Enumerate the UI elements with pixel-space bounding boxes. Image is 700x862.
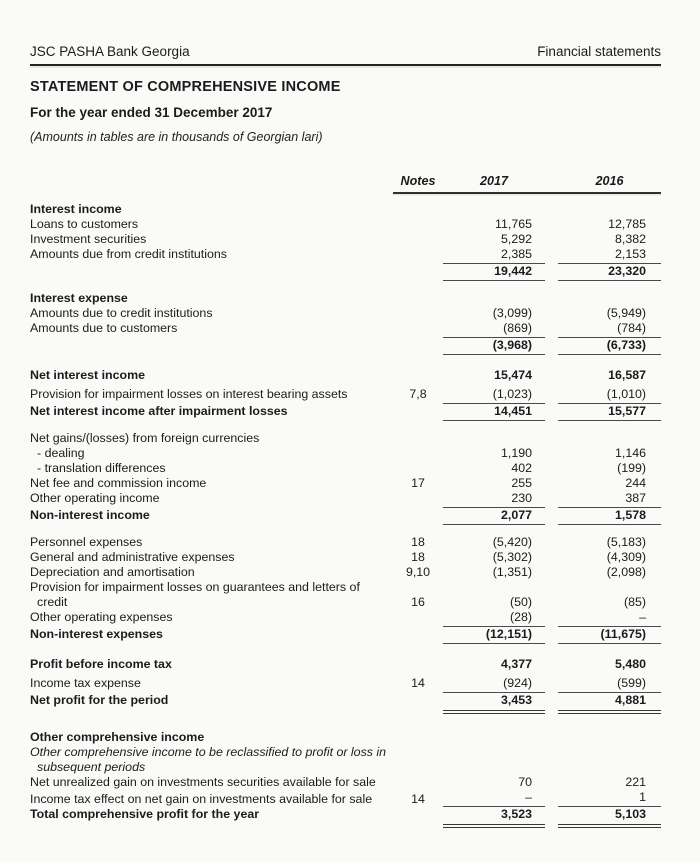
column-header-2017: 2017 [479,174,509,188]
row-label: Interest income [30,202,122,216]
value-2016: 8,382 [614,232,646,246]
row-label: Provision for impairment losses on interest bearing assets [30,387,348,401]
table-row [30,535,661,550]
row-label: Total comprehensive profit for the year [30,807,260,821]
row-label: Net unrealized gain on investments securities available for sale [30,775,376,789]
value-2017: 402 [511,461,532,475]
value-2016: 2,153 [558,247,661,264]
table-row [30,775,661,790]
table-row [30,368,661,383]
value-2017: 2,077 [443,508,545,525]
row-label: Depreciation and amortisation [30,565,195,579]
value-2017: 11,765 [495,217,532,231]
value-2016: (11,675) [558,627,661,644]
value-2016: (4,309) [606,550,646,564]
table-row [30,807,661,828]
table-row [30,404,661,421]
row-label: Amounts due to customers [30,321,178,335]
row-label: Interest expense [30,291,128,305]
table-row [30,627,661,644]
column-header-notes: Notes [400,174,436,188]
table-row [30,508,661,525]
section-gap [30,644,661,657]
value-2016: 244 [625,476,646,490]
row-label: Net interest income [30,368,145,382]
table-row [30,202,661,217]
value-2016: 16,587 [608,368,646,382]
value-2016: 4,881 [558,693,661,714]
header-section-label: Financial statements [537,44,661,59]
value-2017: (924) [443,676,545,693]
row-label: Net profit for the period [30,693,169,707]
value-2016: – [558,610,661,627]
value-2017: 5,292 [500,232,532,246]
value-2017: (3,099) [492,306,532,320]
value-2017: 3,523 [443,807,545,828]
value-2017: (1,023) [443,387,545,404]
row-notes: 17 [411,476,425,490]
table-row [30,657,661,672]
value-2016: (784) [558,321,661,338]
row-notes: 9,10 [405,565,431,579]
value-2016: (2,098) [606,565,646,579]
table-row [30,264,661,281]
value-2017: (869) [443,321,545,338]
value-2016: 1 [558,790,661,807]
value-2017: 1,190 [500,446,532,460]
row-notes: 18 [411,550,425,564]
table-row [30,321,661,338]
amounts-note: (Amounts in tables are in thousands of Georgian lari) [30,130,323,144]
table-row [30,790,661,807]
table-header [30,174,661,194]
value-2017: (28) [443,610,545,627]
table-header-spacer [30,174,393,194]
row-notes: 16 [411,595,425,609]
row-label: Profit before income tax [30,657,172,671]
row-notes: 14 [411,676,425,690]
value-2017: 15,474 [494,368,532,382]
value-2017: 230 [443,491,545,508]
row-label: General and administrative expenses [30,550,235,564]
table-row [30,693,661,714]
value-2017: (1,351) [492,565,532,579]
table-header-columns [393,174,661,194]
row-label: Other comprehensive income [30,730,205,744]
value-2016: 15,577 [558,404,661,421]
row-label: - dealing [37,446,85,460]
row-label: Non-interest expenses [30,627,163,641]
value-2017: 3,453 [443,693,545,714]
value-2017: (50) [509,595,532,609]
row-label: Other operating income [30,491,160,505]
value-2017: (12,151) [443,627,545,644]
table-row [30,306,661,321]
value-2016: (599) [558,676,661,693]
value-2016: 1,146 [614,446,646,460]
row-label: Other operating expenses [30,610,173,624]
table-row [30,491,661,508]
document-header [30,44,661,66]
table-body [30,202,661,828]
table-row [30,446,661,461]
value-2017: (3,968) [443,338,545,355]
value-2017: – [443,790,545,807]
row-label: Other comprehensive income to be reclassified to profit or loss in subsequent periods [30,745,387,774]
row-label: Amounts due from credit institutions [30,247,227,261]
section-gap [30,525,661,535]
row-label: Net interest income after impairment losses [30,404,288,418]
table-row [30,247,661,264]
table-row [30,387,661,404]
value-2016: (85) [623,595,646,609]
row-label: Personnel expenses [30,535,143,549]
table-row [30,291,661,306]
value-2017: (5,302) [492,550,532,564]
table-row [30,730,661,745]
row-label: Amounts due to credit institutions [30,306,213,320]
value-2016: (5,183) [606,535,646,549]
table-row [30,338,661,355]
value-2016: 12,785 [608,217,646,231]
row-notes: 14 [411,792,425,806]
table-row [30,745,661,775]
section-gap [30,714,661,730]
column-header-2016: 2016 [595,174,624,188]
value-2017: 70 [518,775,532,789]
table-row [30,232,661,247]
section-gap [30,281,661,291]
column-gap [545,174,558,189]
table-row [30,565,661,580]
value-2016: 1,578 [558,508,661,525]
row-label: Investment securities [30,232,147,246]
table-row [30,580,661,610]
value-2016: (199) [617,461,646,475]
table-row [30,431,661,446]
table-row [30,676,661,693]
row-notes: 18 [411,535,425,549]
row-label: Income tax effect on net gain on investments available for sale [30,792,373,806]
value-2017: (5,420) [492,535,532,549]
statement-title: STATEMENT OF COMPREHENSIVE INCOME [30,79,341,95]
row-label: - translation differences [37,461,166,475]
table-row [30,550,661,565]
period-subtitle: For the year ended 31 December 2017 [30,105,273,120]
table-row [30,610,661,627]
value-2016: 221 [625,775,646,789]
table-row [30,461,661,476]
table-row [30,217,661,232]
value-2016: (5,949) [606,306,646,320]
section-gap [30,421,661,431]
value-2017: 19,442 [443,264,545,281]
value-2017: 2,385 [443,247,545,264]
value-2016: 23,320 [558,264,661,281]
value-2016: (6,733) [558,338,661,355]
row-label: Non-interest income [30,508,150,522]
company-name: JSC PASHA Bank Georgia [30,44,190,59]
row-notes: 7,8 [409,387,427,401]
row-label: Income tax expense [30,676,141,690]
value-2016: 5,103 [558,807,661,828]
value-2016: (1,010) [558,387,661,404]
value-2017: 255 [511,476,532,490]
row-label: Loans to customers [30,217,139,231]
value-2016: 5,480 [614,657,646,671]
value-2016: 387 [558,491,661,508]
value-2017: 14,451 [443,404,545,421]
section-gap [30,355,661,368]
row-label: Net gains/(losses) from foreign currencies [30,431,260,445]
row-label: Provision for impairment losses on guarantees and letters of credit [30,580,360,609]
value-2017: 4,377 [500,657,532,671]
table-row [30,476,661,491]
row-label: Net fee and commission income [30,476,207,490]
